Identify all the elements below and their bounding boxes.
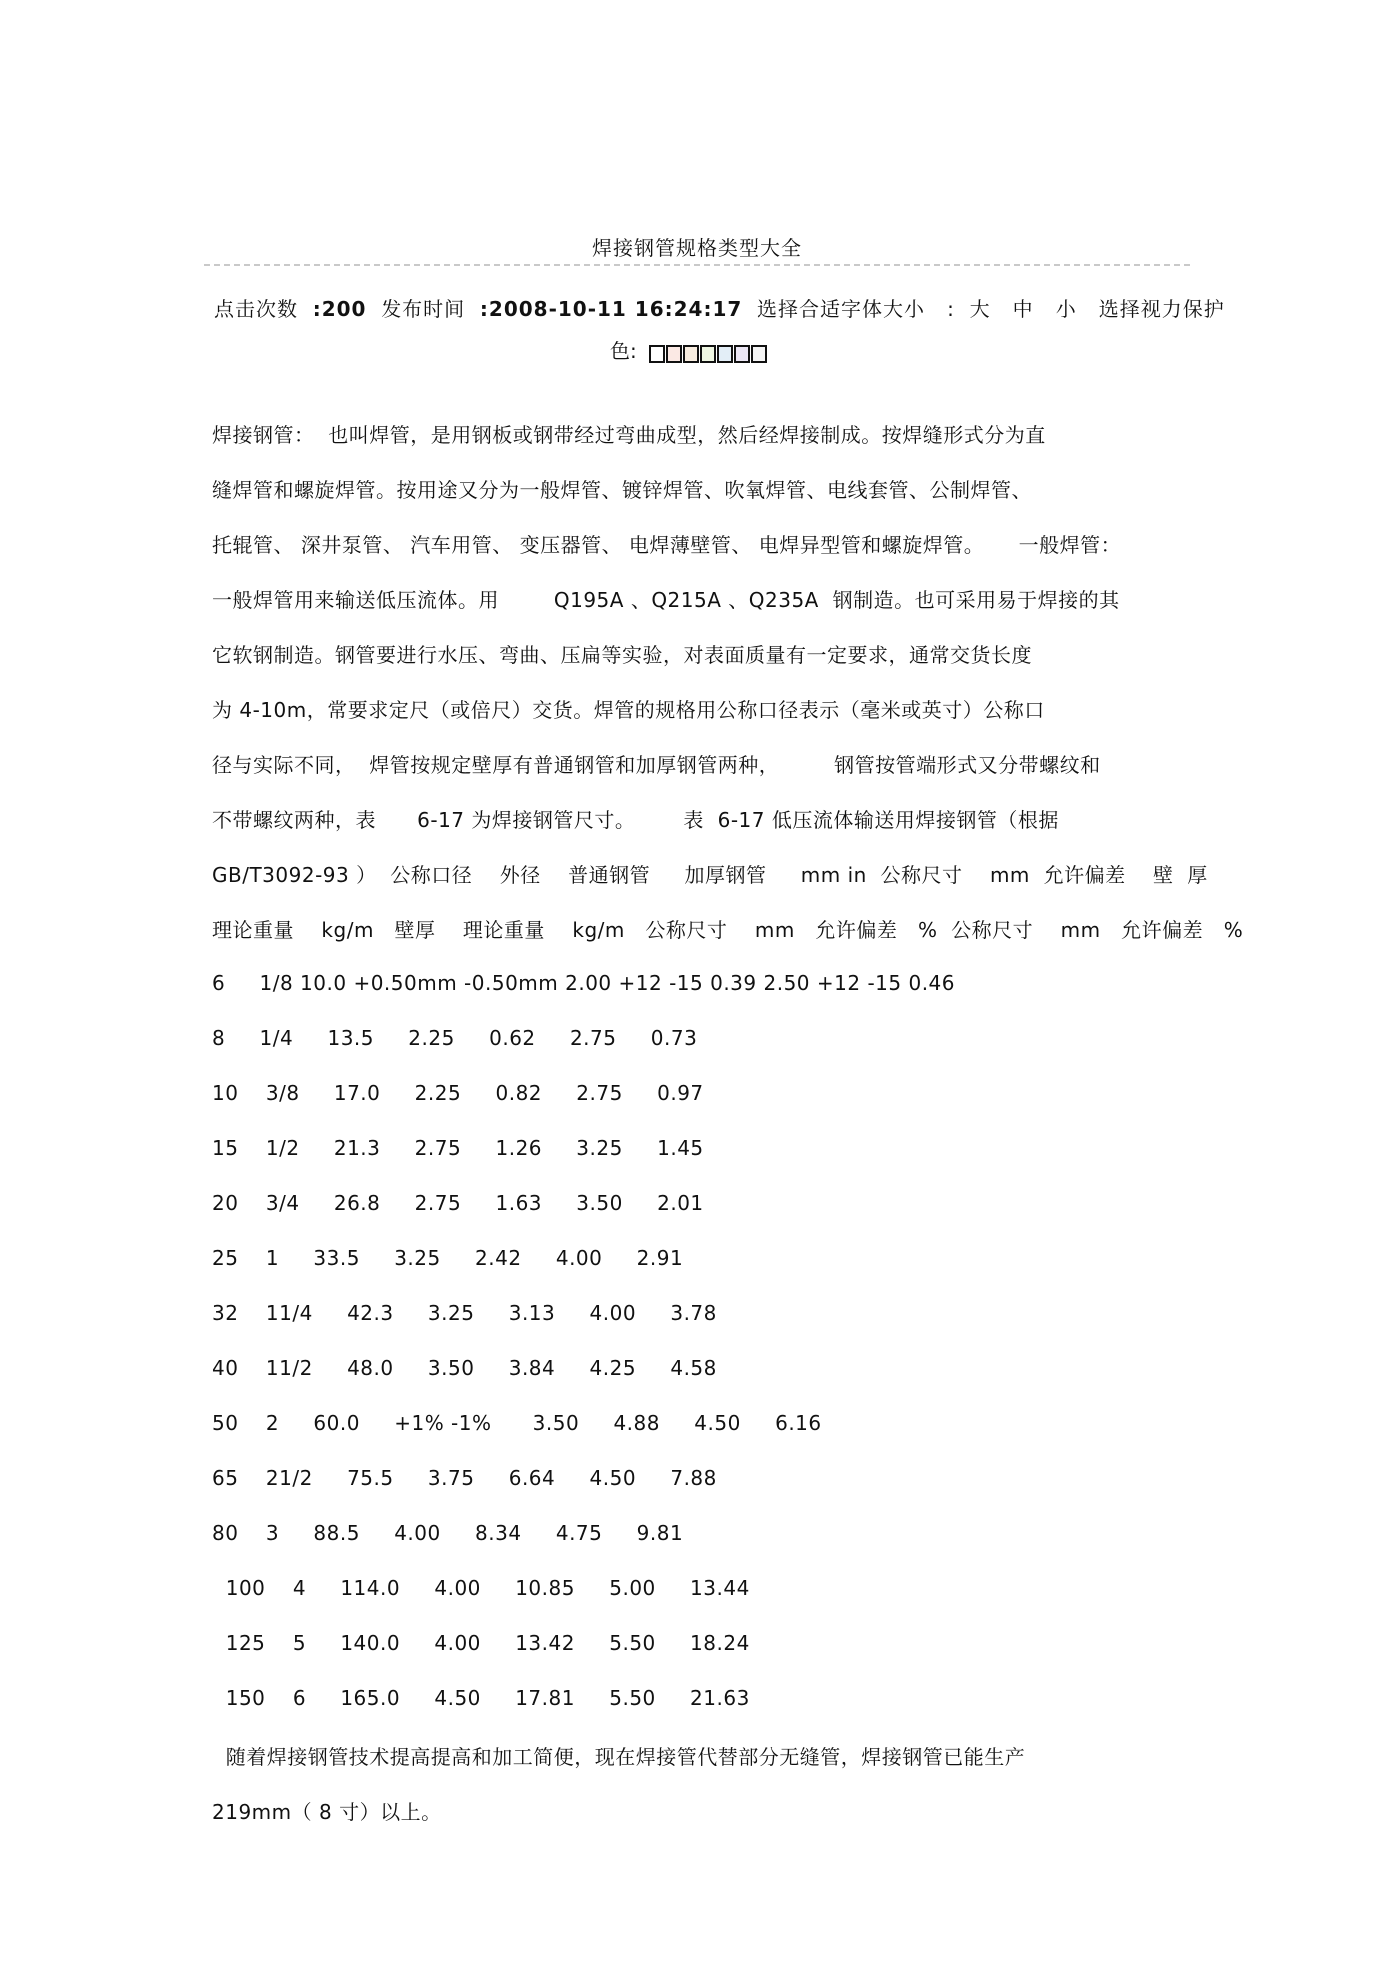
body-line: 随着焊接钢管技术提高提高和加工简便，现在焊接管代替部分无缝管，焊接钢管已能生产 — [212, 1745, 1026, 1769]
body-line: 焊接钢管： 也叫焊管，是用钢板或钢带经过弯曲成型，然后经焊接制成。按焊缝形式分为直 — [212, 423, 1046, 447]
body-line: 50 2 60.0 +1% -1% 3.50 4.88 4.50 6.16 — [212, 1411, 822, 1435]
eye-protection-row — [610, 335, 768, 365]
body-line: 10 3/8 17.0 2.25 0.82 2.75 0.97 — [212, 1081, 704, 1105]
body-line: 125 5 140.0 4.00 13.42 5.50 18.24 — [212, 1631, 750, 1655]
article-meta — [214, 293, 1225, 322]
body-line: 不带螺纹两种，表 6-17 为焊接钢管尺寸。 表 6-17 低压流体输送用焊接钢管（根据 — [212, 808, 1059, 832]
body-line: 40 11/2 48.0 3.50 3.84 4.25 4.58 — [212, 1356, 717, 1380]
body-line: 80 3 88.5 4.00 8.34 4.75 9.81 — [212, 1521, 684, 1545]
body-line: 100 4 114.0 4.00 10.85 5.00 13.44 — [212, 1576, 750, 1600]
body-line: 为 4-10m，常要求定尺（或倍尺）交货。焊管的规格用公称口径表示（毫米或英寸）公称口 — [212, 698, 1045, 722]
body-line: 理论重量 kg/m 壁厚 理论重量 kg/m 公称尺寸 mm 允许偏差 % 公称尺寸 mm 允许偏差 % — [212, 918, 1244, 942]
body-line: 15 1/2 21.3 2.75 1.26 3.25 1.45 — [212, 1136, 704, 1160]
color-swatch-3[interactable] — [683, 345, 699, 363]
clicks-value: :200 — [312, 297, 367, 321]
body-line: 缝焊管和螺旋焊管。按用途又分为一般焊管、镀锌焊管、吹氧焊管、电线套管、公制焊管、 — [212, 478, 1032, 502]
body-line: 32 11/4 42.3 3.25 3.13 4.00 3.78 — [212, 1301, 717, 1325]
eye-protection-label: 选择视力保护 — [1098, 297, 1225, 321]
color-swatch-group — [649, 341, 768, 365]
color-swatch-1[interactable] — [649, 345, 665, 363]
color-swatch-6[interactable] — [734, 345, 750, 363]
color-swatch-4[interactable] — [700, 345, 716, 363]
body-line: 6 1/8 10.0 +0.50mm -0.50mm 2.00 +12 -15 0.39 2.50 +12 -15 0.46 — [212, 971, 955, 995]
body-line: 8 1/4 13.5 2.25 0.62 2.75 0.73 — [212, 1026, 698, 1050]
body-line: 它软钢制造。钢管要进行水压、弯曲、压扁等实验，对表面质量有一定要求，通常交货长度 — [212, 643, 1032, 667]
body-line: 25 1 33.5 3.25 2.42 4.00 2.91 — [212, 1246, 684, 1270]
color-swatch-2[interactable] — [666, 345, 682, 363]
body-line: 托辊管、 深井泵管、 汽车用管、 变压器管、 电焊薄壁管、 电焊异型管和螺旋焊管。 一般焊管： — [212, 533, 1122, 557]
font-size-label: 选择合适字体大小 — [757, 297, 926, 321]
page-title: 焊接钢管规格类型大全 — [592, 236, 802, 260]
body-line: GB/T3092-93 ） 公称口径 外径 普通钢管 加厚钢管 mm in 公称尺寸 mm 允许偏差 壁 厚 — [212, 863, 1208, 887]
color-swatch-5[interactable] — [717, 345, 733, 363]
font-size-medium-link[interactable]: 中 — [1012, 297, 1034, 321]
body-line: 一般焊管用来输送低压流体。用 Q195A 、Q215A 、Q235A 钢制造。也可采用易于焊接的其 — [212, 588, 1120, 612]
title-divider — [204, 264, 1190, 266]
publish-label: 发布时间 — [381, 297, 466, 321]
font-size-separator: : — [947, 297, 955, 321]
body-line: 20 3/4 26.8 2.75 1.63 3.50 2.01 — [212, 1191, 704, 1215]
font-size-small-link[interactable]: 小 — [1055, 297, 1077, 321]
publish-value: :2008-10-11 16:24:17 — [479, 297, 743, 321]
font-size-large-link[interactable]: 大 — [969, 297, 991, 321]
body-line: 150 6 165.0 4.50 17.81 5.50 21.63 — [212, 1686, 750, 1710]
body-line: 径与实际不同， 焊管按规定壁厚有普通钢管和加厚钢管两种， 钢管按管端形式又分带螺纹和 — [212, 753, 1101, 777]
body-line: 219mm（ 8 寸）以上。 — [212, 1800, 442, 1824]
eye-protection-label-2: 色: — [610, 339, 637, 363]
clicks-label: 点击次数 — [214, 297, 298, 321]
color-swatch-7[interactable] — [751, 345, 767, 363]
body-line: 65 21/2 75.5 3.75 6.64 4.50 7.88 — [212, 1466, 717, 1490]
